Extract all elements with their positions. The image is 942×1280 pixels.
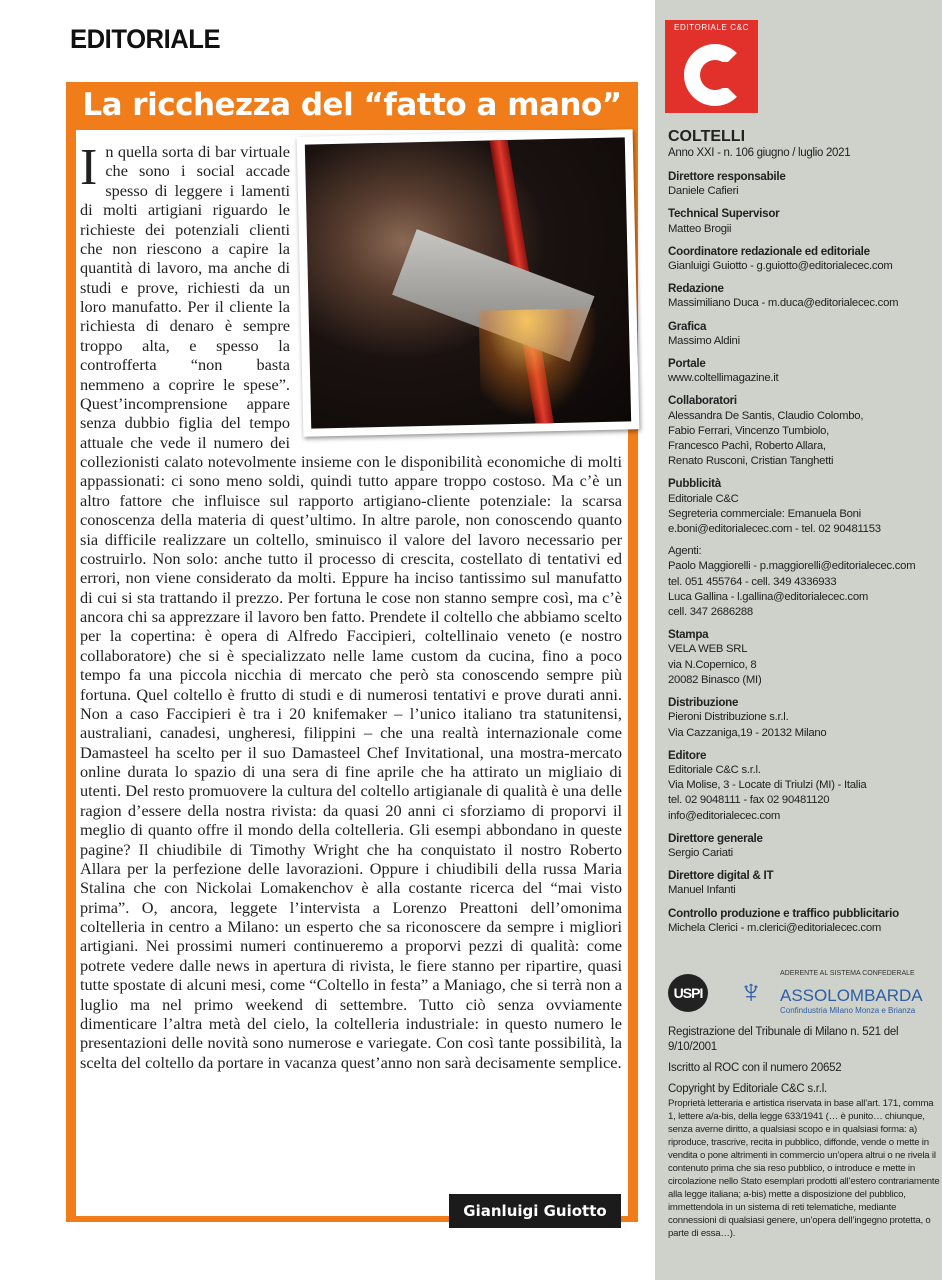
credit-block — [668, 544, 940, 620]
credit-block — [668, 319, 940, 349]
assolombarda-logo: ASSOLOMBARDA — [780, 986, 923, 1005]
eagle-icon: ♆ — [738, 973, 764, 1011]
credit-role: Direttore digital & IT — [668, 869, 774, 883]
credit-block — [668, 476, 940, 537]
section-heading: EDITORIALE — [70, 24, 221, 54]
author-signature: Gianluigi Guiotto — [449, 1194, 621, 1228]
masthead-sidebar — [655, 0, 942, 1280]
credit-role: Direttore responsabile — [668, 170, 786, 183]
credit-block — [668, 206, 940, 236]
credit-role: Portale — [668, 357, 706, 371]
credit-line: Massimo Aldini — [668, 334, 740, 347]
registration: Registrazione del Tribunale di Milano n. 521 del 9/10/2001 — [668, 1026, 899, 1053]
roc-registration: Iscritto al ROC con il numero 20652 — [668, 1062, 842, 1074]
credit-line: Renato Rusconi, Cristian Tanghetti — [668, 455, 834, 468]
credit-line: 20082 Binasco (MI) — [668, 673, 762, 686]
credit-line: Gianluigi Guiotto - g.guiotto@editorialecec.com — [668, 260, 893, 273]
credit-line: Alessandra De Santis, Claudio Colombo, — [668, 409, 864, 422]
credits-list — [668, 169, 940, 943]
logo-text: EDITORIALE C&C — [674, 23, 749, 32]
issue-info: Anno XXI - n. 106 giugno / luglio 2021 — [668, 147, 851, 159]
copyright-title: Copyright by Editoriale C&C s.r.l. — [668, 1083, 827, 1095]
drop-cap: I — [80, 139, 98, 196]
credit-line: Fabio Ferrari, Vincenzo Tumbiolo, — [668, 424, 830, 437]
credit-line: Michela Clerici - m.clerici@editorialecec.com — [668, 921, 882, 934]
credit-line: Massimiliano Duca - m.duca@editorialecec.com — [668, 297, 899, 310]
uspi-logo: USPI — [668, 974, 708, 1012]
credit-block — [668, 627, 940, 688]
legal-notice — [668, 1025, 940, 1240]
credit-line: tel. 051 455764 - cell. 349 4336933 — [668, 575, 837, 588]
assolombarda-subtitle: Confindustria Milano Monza e Brianza — [780, 1006, 916, 1015]
magazine-name: COLTELLI — [668, 128, 746, 145]
credit-line: www.coltellimagazine.it — [668, 372, 779, 385]
credit-line: Agenti: — [668, 545, 702, 558]
credit-role: Coordinatore redazionale ed editoriale — [668, 244, 870, 258]
credit-line: Luca Gallina - l.gallina@editorialecec.com — [668, 590, 869, 603]
credit-line: Francesco Pachì, Roberto Allara, — [668, 440, 826, 453]
credit-line: VELA WEB SRL — [668, 643, 748, 656]
credit-block — [668, 906, 940, 936]
copyright-text: Proprietà letteraria e artistica riservata in base all’art. 171, comma 1, lettere a/a-bis, della legge 633/1941 (… è punito… chiunque, senza averne diritto, a qualsiasi scopo e in qualsiasi forma: a) riproduce, trascrive, recita in pubblico, diffonde, vende o mette in vendita o pone altrimenti in commercio un’opera altrui o ne rivela il contenuto prima che sia reso pubblico, o introduce e mette in circolazione nello Stato esemplari prodotti all’estero contrariamente alla legge italiana; a-bis) mette a disposizione del pubblico, immettendola in un sistema di reti telematiche, mediante connessioni di qualsiasi genere, un’opera dell’ingegno protetta, o parte di essa…). — [668, 1098, 940, 1239]
credit-line: Editoriale C&C s.r.l. — [668, 763, 761, 776]
credit-line: via N.Copernico, 8 — [668, 658, 757, 671]
credit-line: Via Molise, 3 - Locate di Triulzi (MI) - Italia — [668, 779, 867, 792]
photo-image — [305, 137, 631, 428]
credit-line: Paolo Maggiorelli - p.maggiorelli@editorialecec.com — [668, 560, 916, 573]
credit-line: Manuel Infanti — [668, 884, 736, 897]
credit-role: Collaboratori — [668, 394, 737, 408]
credit-line: info@editorialecec.com — [668, 809, 781, 822]
credit-line: tel. 02 9048111 - fax 02 90481120 — [668, 794, 830, 807]
credit-role: Pubblicità — [668, 477, 721, 491]
credit-block — [668, 748, 940, 824]
credit-role: Stampa — [668, 628, 709, 642]
credit-role: Grafica — [668, 319, 707, 333]
credit-line: Via Cazzaniga,19 - 20132 Milano — [668, 726, 827, 739]
credit-line: Matteo Brogii — [668, 222, 732, 235]
credit-block — [668, 281, 940, 311]
credit-line: Sergio Cariati — [668, 846, 733, 859]
credit-line: cell. 347 2686288 — [668, 606, 753, 619]
credit-line: e.boni@editorialecec.com - tel. 02 90481153 — [668, 523, 881, 536]
credit-role: Distribuzione — [668, 696, 739, 710]
credit-role: Editore — [668, 748, 707, 762]
credit-line: Segreteria commerciale: Emanuela Boni — [668, 507, 861, 520]
article-title: La ricchezza del “fatto a mano” — [82, 87, 622, 123]
credit-line: Editoriale C&C — [668, 492, 739, 505]
credit-role: Controllo produzione e traffico pubblicitario — [668, 906, 899, 920]
article-body: n quella sorta di bar virtuale che sono i social accade spesso di leggere i lamenti di molti artigiani riguardo le richieste dei potenziali clienti che non riescono a capire la quantità di lavoro, ma anche di studi e prove, richiesti da un loro manufatto. Per il cliente la richiesta di denaro è sempre troppo alta, e spesso la controfferta “non basta nemmeno a coprire le spese”. Quest’incomprensione appare senza dubbio figlia del tempo attuale che vede il numero dei collezionisti calato notevolmente insieme con le disponibilità economiche di molti appassionati: ci sono meno soldi, quindi tutto appare troppo costoso. Ma c’è un altro fattore che influisce sul rapporto artigiano-cliente potenziale: la scarsa conoscenza della materia di quest’ultimo. In altre parole, non conoscendo quanto sia difficile realizzare un coltello, sminuisco il valore del lavoro necessario per costruirlo. Non solo: anche tutto il processo di crescita, costellato di tentativi ed errori, non viene considerato da molti. Eppure ha inciso tantissimo sul manufatto di cui si sta trattando il prezzo. Per fortuna le cose non stanno sempre così, ma c’è ancora chi sa apprezzare il lavoro ben fatto. Prendete il coltello che abbiamo scelto per la copertina: è opera di Alfredo Faccipieri, coltellinaio veneto (e nostro collaboratore) che si è specializzato nelle lame custom da cucina, fino a poco tempo fa una piccola nicchia di mercato che però sta conoscendo sempre più fortuna. Quel coltello è frutto di studi e di numerosi tentativi e prove durati anni. Non a caso Faccipieri è tra i 20 knifemaker – l’unico italiano tra statunitensi, australiani, canadesi, ungheresi, filippini – che una realtà internazionale come Damasteel ha scelto per il suo Damasteel Chef Invitational, una mostra-mercato online durata lo spazio di una sera di fine aprile che ha attirato un migliaio di utenti. Del resto promuovere la cultura del coltello artigianale di qualità è una delle ragion d’essere della nostra rivista: da quasi 20 anni ci sforziamo di proporvi il meglio di quanto offre il mondo della coltelleria. Gli esempi abbondano in queste pagine? Il chiudibile di Timothy Wright che ha conquistato il nostro Roberto Allara per la perfezione delle lavorazioni. Oppure i chiudibili della russa Maria Stalina che con Nickolai Lomakenchov è alla costante ricerca del “mai visto prima”. O, ancora, leggete l’intervista a Lorenzo Preattoni dell’omonima coltelleria in centro a Milano: un esperto che sa riconoscere da sempre i migliori artigiani. Nei prossimi numeri continueremo a proporvi pezzi di qualità: come potrete vedere dalle news in apertura di rivista, le fiere stanno per ripartire, quasi tutte spostate di alcuni mesi, come “Coltello in festa” a Maniago, che si terrà non a luglio ma nel primo weekend di settembre. Tutto ciò senza ovviamente dimenticare l’altra metà del cielo, la coltelleria industriale: in questo numero le presentazioni delle novità sono numerose e variegate. Con così tante possibilità, la scelta del coltello da portare in vacanza quest’anno non sarà decisamente semplice. — [80, 142, 622, 1072]
credit-role: Direttore generale — [668, 831, 763, 845]
credit-block — [668, 393, 940, 469]
credit-block — [668, 356, 940, 386]
knife-sharpening-photo — [297, 129, 640, 437]
credit-block — [668, 695, 940, 741]
credit-block — [668, 244, 940, 274]
credit-block — [668, 868, 940, 898]
editoriale-cc-logo — [665, 20, 758, 113]
association-logos — [668, 968, 938, 1018]
credit-line: Pieroni Distribuzione s.r.l. — [668, 711, 789, 724]
credit-role: Technical Supervisor — [668, 207, 780, 221]
assolombarda-tagline: ADERENTE AL SISTEMA CONFEDERALE — [780, 970, 915, 977]
credit-line: Daniele Cafieri — [668, 185, 739, 198]
credit-role: Redazione — [668, 282, 724, 296]
credit-block — [668, 169, 940, 199]
credit-block — [668, 831, 940, 861]
